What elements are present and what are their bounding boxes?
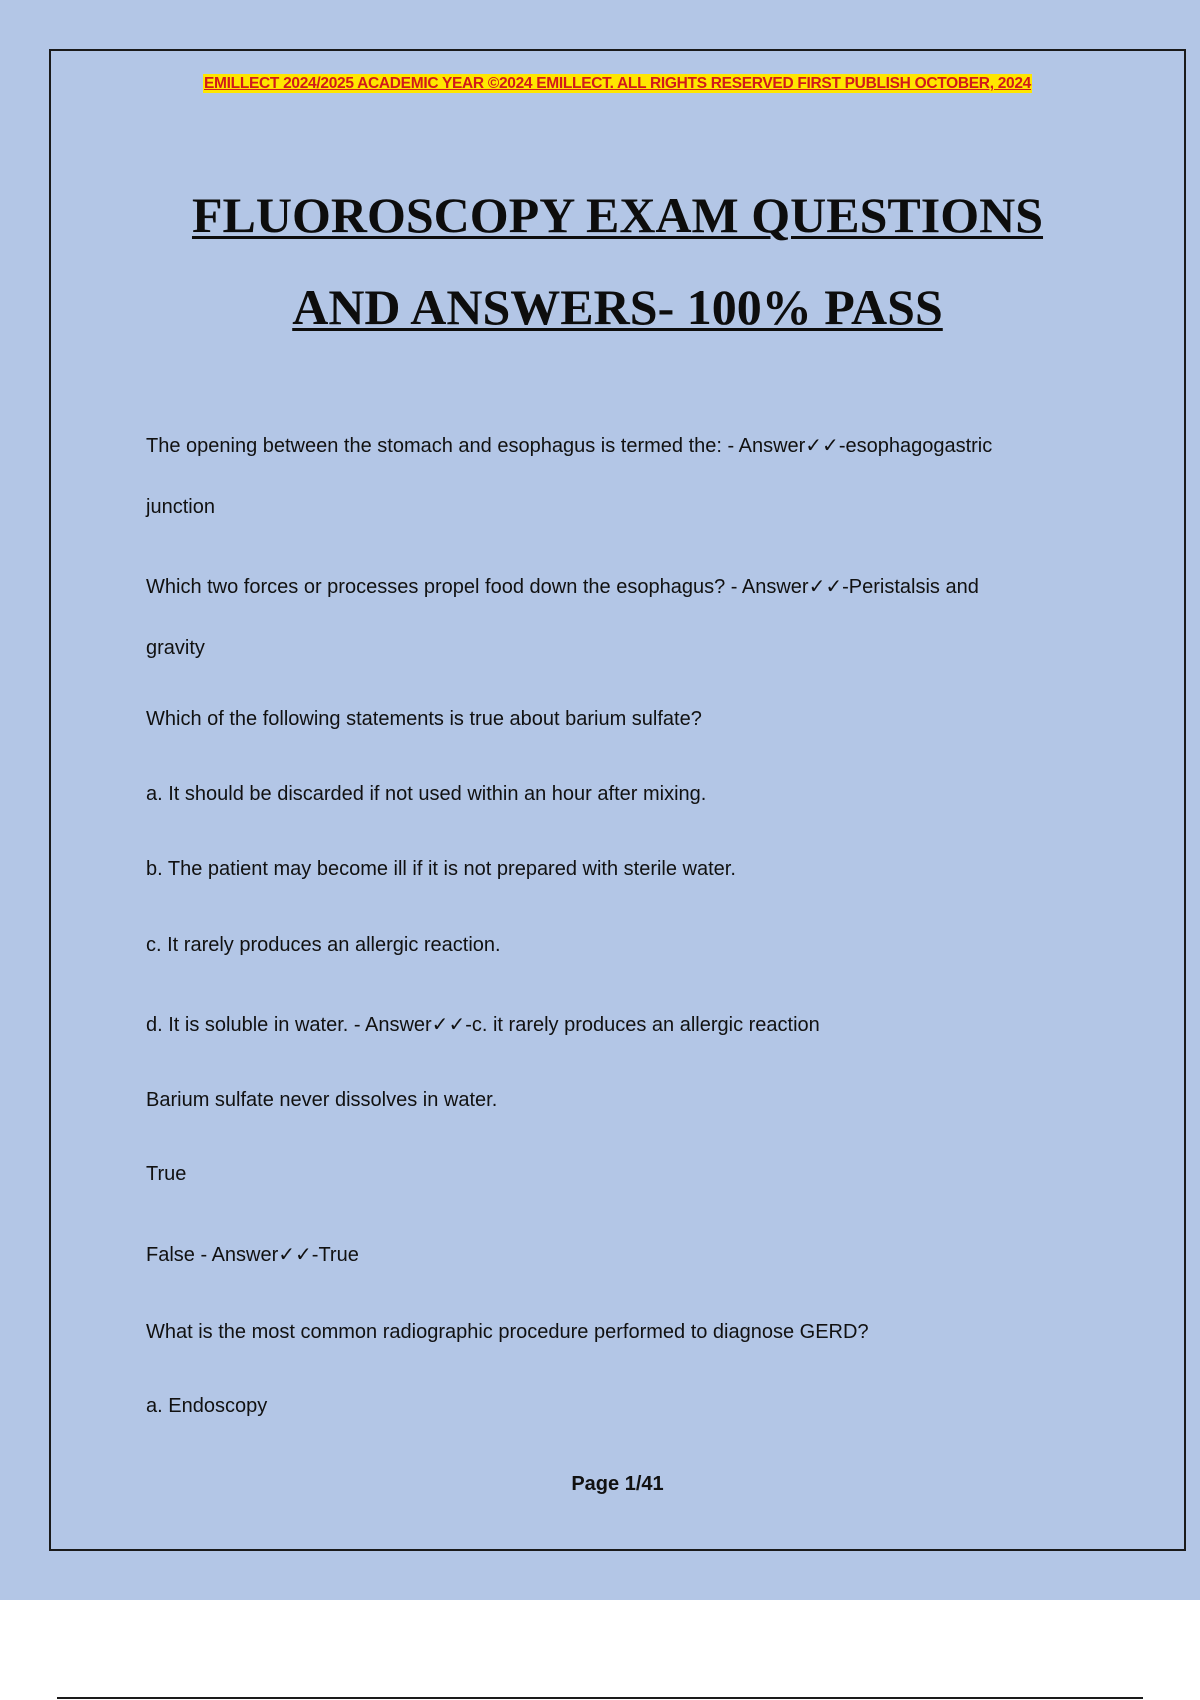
text-line: True <box>146 1163 187 1185</box>
text-line: junction <box>146 496 215 518</box>
page-frame <box>49 49 1186 1551</box>
bottom-divider <box>57 1697 1143 1699</box>
text-line: Which of the following statements is true about barium sulfate? <box>146 708 702 730</box>
text-line: Which two forces or processes propel food down the esophagus? - Answer✓✓-Peristalsis and <box>146 576 979 598</box>
text-line: c. It rarely produces an allergic reaction. <box>146 934 501 956</box>
copyright-banner <box>51 75 1184 93</box>
text-line: False - Answer✓✓-True <box>146 1244 359 1266</box>
text-line: a. It should be discarded if not used within an hour after mixing. <box>146 783 707 805</box>
document-title-line-1: FLUOROSCOPY EXAM QUESTIONS <box>191 187 1044 243</box>
document-title <box>51 169 1184 353</box>
document-title-line-2: AND ANSWERS- 100% PASS <box>292 279 943 335</box>
text-line: d. It is soluble in water. - Answer✓✓-c. it rarely produces an allergic reaction <box>146 1014 820 1036</box>
page-number: Page 1/41 <box>571 1473 664 1495</box>
text-line: Barium sulfate never dissolves in water. <box>146 1089 498 1111</box>
text-line: b. The patient may become ill if it is not prepared with sterile water. <box>146 858 736 880</box>
text-line: a. Endoscopy <box>146 1395 268 1417</box>
copyright-banner-text: EMILLECT 2024/2025 ACADEMIC YEAR ©2024 EMILLECT. ALL RIGHTS RESERVED FIRST PUBLISH OCTOBER, 2024 <box>204 75 1031 92</box>
text-line: gravity <box>146 637 205 659</box>
text-line: The opening between the stomach and esophagus is termed the: - Answer✓✓-esophagogastric <box>146 435 993 457</box>
text-line: What is the most common radiographic procedure performed to diagnose GERD? <box>146 1321 869 1343</box>
